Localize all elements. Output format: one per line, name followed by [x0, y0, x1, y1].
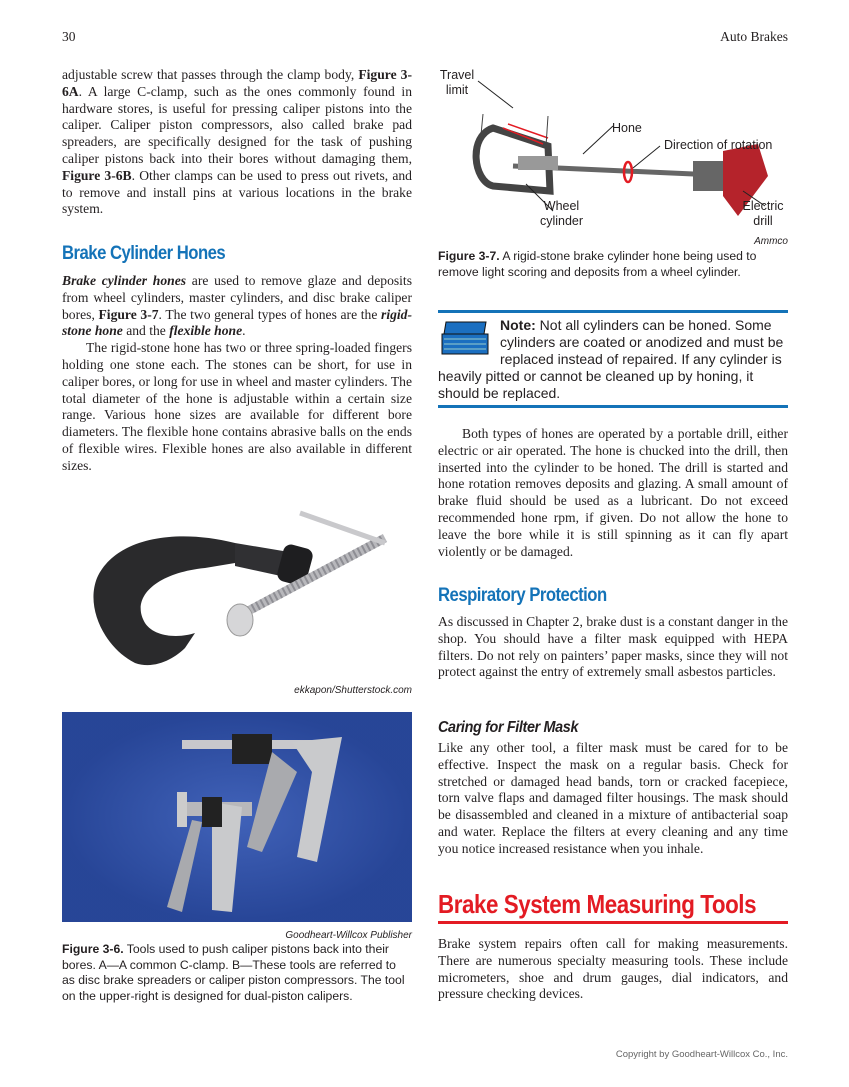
hones-body: [62, 273, 412, 475]
hone-illustration: [438, 66, 788, 241]
text: . Other clamps can be used to press out rivets, and to remove and install pins at various locations in the brake system.: [62, 167, 412, 217]
c-clamp-image: [85, 498, 412, 683]
caption-text: Tools used to push caliper pistons back into their bores. A—A common C-clamp. B—These tools are referred to as disc brake spreaders or caliper piston compressors. The tool on the upper-right is designed for dual-piston calipers.: [62, 942, 405, 1003]
note-label: Note:: [500, 317, 536, 333]
subheading-filter-mask: Caring for Filter Mask: [438, 719, 579, 736]
paragraph: Brake system repairs often call for making measurements. There are numerous specialty measuring tools. These include micrometers, shoe and drum gauges, dial indicators, and pressure checking devices.: [438, 936, 788, 1002]
text: . A large C-clamp, such as the ones commonly found in hardware stores, is useful for pressing caliper pistons into the caliper. Caliper piston compressors, also called brake pad spreaders, are specifically designed for the task of pushing caliper pistons back into their bores without damaging them,: [62, 83, 412, 166]
page-number: 30: [62, 29, 76, 44]
note-bottom-rule: [438, 405, 788, 408]
section-heading-measuring-tools: Brake System Measuring Tools: [438, 889, 757, 919]
note-text: Not all cylinders can be honed. Some cylinders are coated or anodized and must be replaced instead of repaired. If any cylinder is heavily pitted or cannot be cleaned up by honing, it should be replaced.: [438, 317, 784, 401]
figure-3-6-caption: [62, 942, 412, 1004]
paragraph: As discussed in Chapter 2, brake dust is a constant danger in the shop. You should have a filter mask equipped with HEPA filters. Do not rely on painters’ paper masks, since they will not protect against the entry of extremely small asbestos particles.: [438, 614, 788, 680]
caption-label: Figure 3-6.: [62, 942, 124, 956]
note-top-rule: [438, 310, 788, 313]
paragraph: Like any other tool, a filter mask must be cared for to be effective. Inspect the mask on a regular basis. Check for stretched or damaged head bands, torn or cracked facepiece, torn valve flaps and damaged filter housings. The mask should be disassembled and cleaned in a mixture of antibacterial soap and water. Replace the filters at every cleaning and any time you notice increased resistance when you inhale.: [438, 740, 788, 856]
intro-paragraph: [62, 67, 412, 218]
label-travel-limit: Travel limit: [439, 68, 475, 97]
figure-3-7-caption: [438, 249, 788, 280]
label-electric-drill: Electric drill: [742, 199, 784, 228]
figure-ref: Figure 3-6A: [62, 67, 413, 99]
respiratory-paragraph: [438, 614, 788, 681]
section-heading-respiratory: Respiratory Protection: [438, 585, 607, 606]
text: . The two general types of hones are the: [158, 306, 382, 322]
term: rigid-stone hone: [62, 306, 412, 339]
figure-ref: Figure 3-6B: [62, 167, 132, 183]
hone-diagram: [438, 66, 788, 241]
figure-b-credit: Goodheart-Willcox Publisher: [285, 930, 412, 941]
copyright: Copyright by Goodheart-Willcox Co., Inc.: [615, 1049, 788, 1060]
caliper-compressors-photo: [62, 712, 412, 922]
caption-text: A rigid-stone brake cylinder hone being used to remove light scoring and deposits from a wheel cylinder.: [438, 249, 757, 279]
hone-operation-paragraph: [438, 426, 788, 560]
paragraph: The rigid-stone hone has two or three spring-loaded fingers holding one stone each. The stones can be short, for use in caliper bores, or long for use in wheel and master cylinders. The total diameter of the hone is adjustable within a certain size range. Various hone sizes are available for different bore diameters. The flexible hone contains abrasive balls on the ends of flexible wires. Flexible hones are also available in different sizes.: [62, 340, 412, 473]
note-box: [438, 317, 788, 402]
label-direction-of-rotation: Direction of rotation: [664, 138, 773, 152]
label-wheel-cylinder: Wheel cylinder: [539, 199, 584, 228]
paragraph: Both types of hones are operated by a portable drill, either electric or air operated. The hone is chucked into the drill, then inserted into the cylinder to be honed. The drill is started and hone rotation removes deposits and glazing. A small amount of brake fluid should be used as a lubricant. Do not exceed recommended hone rpm, if given. Do not allow the hone to leave the bore while it is still spinning as it can fly apart violently or be damaged.: [438, 426, 788, 559]
label-hone: Hone: [612, 121, 642, 135]
figure-3-7-credit: Ammco: [754, 236, 788, 247]
heading-rule: [438, 921, 788, 924]
section-heading-hones: Brake Cylinder Hones: [62, 243, 226, 264]
text: and the: [122, 323, 170, 339]
measuring-tools-paragraph: [438, 936, 788, 1003]
text: are used to remove glaze and deposits from wheel cylinders, master cylinders, and disc brake caliper bores,: [62, 273, 412, 322]
text: adjustable screw that passes through the clamp body,: [62, 67, 359, 82]
caption-label: Figure 3-7.: [438, 249, 500, 263]
text: .: [242, 323, 246, 339]
figure-a-credit: ekkapon/Shutterstock.com: [294, 685, 412, 696]
filter-mask-paragraph: [438, 740, 788, 858]
term: flexible hone: [169, 323, 243, 339]
figure-ref: Figure 3-7: [98, 306, 159, 322]
term: Brake cylinder hones: [62, 273, 187, 288]
running-title: Auto Brakes: [720, 29, 788, 44]
